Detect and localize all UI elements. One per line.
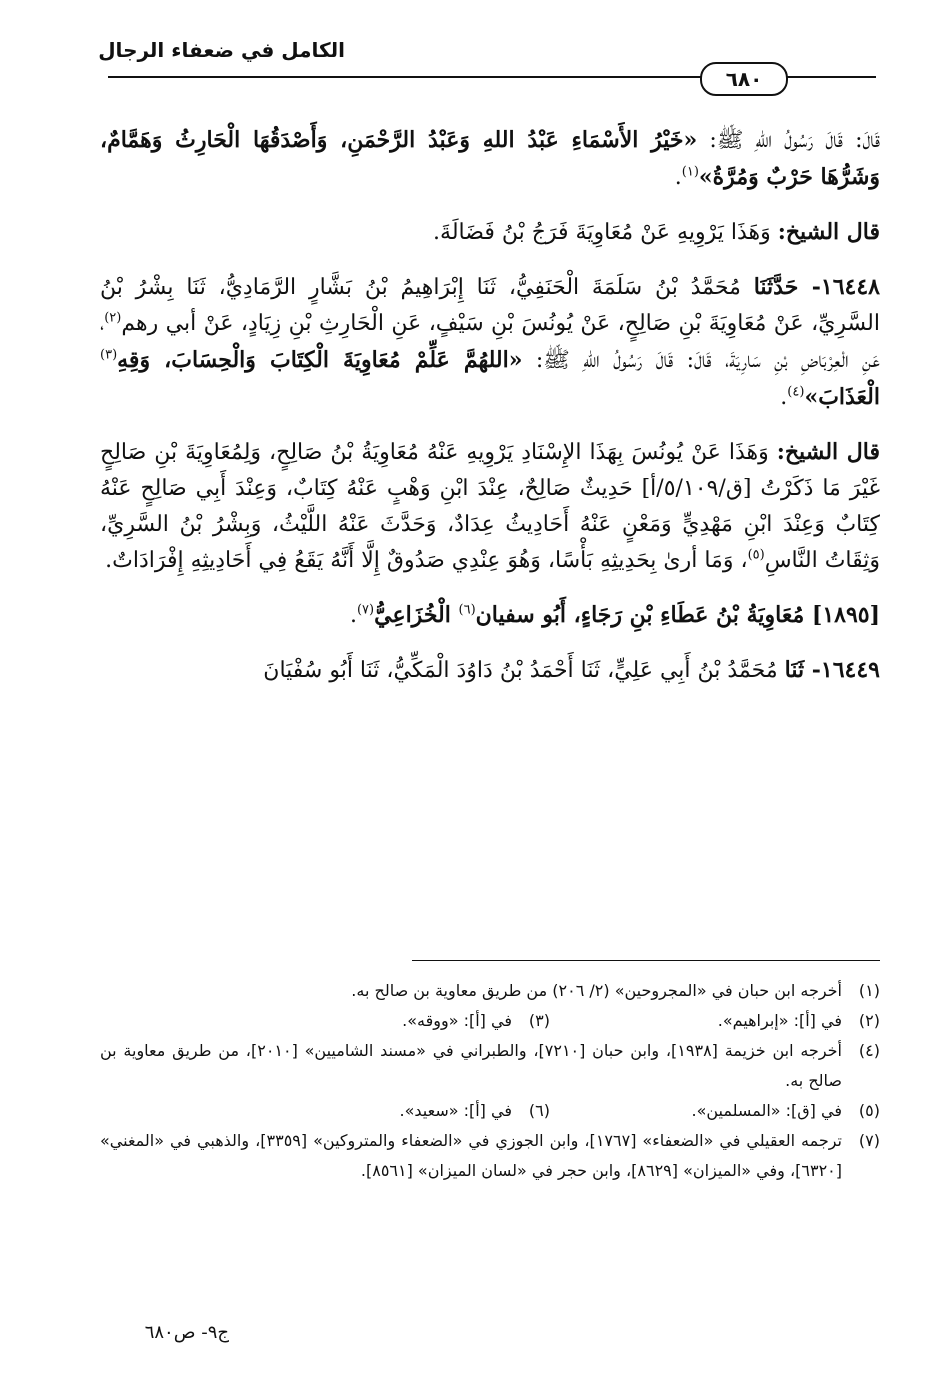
footnote-4 bbox=[100, 1036, 880, 1096]
footnote-text: أخرجه ابن خزيمة [١٩٣٨]، وابن حبان [٧٢١٠]، والطبراني في «مسند الشاميين» [٢٠١٠]، من طريق معاوية بن صالح به. bbox=[100, 1041, 842, 1090]
entry-end: . bbox=[349, 603, 357, 628]
page-number-badge: ٦٨٠ bbox=[700, 62, 788, 96]
p3-end: . bbox=[780, 385, 788, 410]
footnote-ref-4[interactable]: (٤) bbox=[787, 384, 805, 400]
p4-text-2: ، وَمَا أرىٰ بِحَدِيثِهِ بَأْسًا، وَهُوَ عِنْدِي صَدُوقٌ إِلَّا أَنَّهُ يَقَعُ فِي أَحَادِيثِهِ إِفْرَادَاتٌ. bbox=[105, 548, 748, 573]
hadith-number: ١٦٤٤٩- bbox=[804, 657, 880, 683]
p1-lead: قَالَ: قَالَ رَسُولُ اللهِ ﷺ: bbox=[697, 128, 881, 153]
footnote-ref-1[interactable]: (١) bbox=[681, 164, 699, 180]
footnote-number: (٢) bbox=[858, 1011, 880, 1030]
footnote-3 bbox=[220, 1006, 550, 1036]
hadith-16449 bbox=[100, 652, 880, 689]
p4-text-1: وَهَذَا عَنْ يُونُسَ بِهَذَا الإِسْنَادِ يَرْوِيهِ عَنْهُ مُعَاوِيَةُ بْنُ صَالِحٍ، وَلِمُعَاوِيَةَ بْنِ صَالِحٍ غَيْرَ مَا ذَكَرْتُ [ق/٥/١٠٩/أ] حَدِيثٌ صَالِحٌ، عِنْدَ ابْنِ وَهْبٍ عَنْهُ كِتَابٌ، وَعِنْدَ أَبِي صَالِحٍ عَنْهُ كِتَابٌ وَعِنْدَ ابْنِ مَهْدِيٍّ وَمَعْنٍ عَنْهُ أَحَادِيثُ عِدَادٌ، وَحَدَّثَ عَنْهُ اللَّيْثُ، وَبِشْرُ بْنُ السَّرِيِّ، وَثِقَاتُ النَّاسِ bbox=[100, 440, 880, 573]
p3-quote-2: الْعَذَابَ» bbox=[804, 384, 880, 410]
footnote-text: ترجمه العقيلي في «الضعفاء» [١٧٦٧]، وابن الجوزي في «الضعفاء والمتروكين» [٣٣٥٩]، والذهبي في «المغني» [٦٣٢٠]، وفي «الميزان» [٨٦٢٩]، وابن حجر في «لسان الميزان» [٨٥٦١]. bbox=[100, 1131, 843, 1180]
footnote-ref-7[interactable]: (٧) bbox=[356, 602, 375, 618]
footnote-rule bbox=[412, 960, 880, 961]
entry-heading-1895 bbox=[100, 597, 880, 634]
paragraph-2 bbox=[100, 214, 880, 251]
p3-text-2: ، عَنِ الْعِرْبَاضِ بْنِ سَارِيَةَ، قَالَ: قَالَ رَسُولُ اللهِ ﷺ: bbox=[100, 311, 880, 373]
hadith-number: ١٦٤٤٨- bbox=[798, 274, 880, 300]
p2-label: قال الشيخ: bbox=[777, 219, 880, 245]
footnote-text: في [أ]: «ووقه». bbox=[402, 1011, 512, 1030]
footnote-number: (٤) bbox=[858, 1041, 880, 1060]
footnote-7 bbox=[100, 1126, 880, 1186]
footnote-number: (٥) bbox=[858, 1101, 880, 1120]
paragraph-1 bbox=[100, 122, 880, 196]
footnotes bbox=[100, 976, 880, 1186]
footnote-1 bbox=[100, 976, 880, 1006]
footnote-row-5-6 bbox=[100, 1096, 880, 1126]
p2-text: وَهَذَا يَرْوِيهِ عَنْ مُعَاوِيَةَ فَرَجُ بْنُ فَضَالَةَ. bbox=[433, 220, 778, 245]
p1-end: . bbox=[674, 165, 682, 190]
entry-name: مُعَاوِيَةُ بْنُ عَطَاءِ بْنِ رَجَاءٍ، أَبُو سفيان bbox=[475, 602, 805, 628]
hadith-verb: ثَنَا bbox=[784, 657, 805, 683]
p4-label: قال الشيخ: bbox=[776, 439, 880, 465]
footnote-5 bbox=[550, 1096, 880, 1126]
footnote-row-2-3 bbox=[100, 1006, 880, 1036]
p3-quote-1: «اللهُمَّ عَلِّمْ مُعَاوِيَةَ الْكِتَابَ وَالْحِسَابَ، وَقِهِ bbox=[117, 347, 523, 373]
footnote-number: (٧) bbox=[858, 1131, 880, 1150]
footnote-number: (٣) bbox=[528, 1011, 550, 1030]
footnote-text: في [أ]: «سعيد». bbox=[399, 1101, 512, 1120]
footnote-6 bbox=[220, 1096, 550, 1126]
footnote-text: أخرجه ابن حبان في «المجروحين» (٢/ ٢٠٦) من طريق معاوية بن صالح به. bbox=[351, 981, 842, 1000]
running-title: الكامل في ضعفاء الرجال bbox=[98, 38, 345, 62]
volume-page-reference: ج٩- ص٦٨٠ bbox=[144, 1322, 229, 1343]
footnote-ref-3[interactable]: (٣) bbox=[100, 347, 118, 363]
hadith-verb: حَدَّثَنَا bbox=[753, 274, 799, 300]
p5-text: مُحَمَّدُ بْنُ أَبِي عَلِيٍّ، ثَنَا أَحْمَدُ بْنُ دَاوُدَ الْمَكِّيُّ، ثَنَا أَبُو سُفْيَانَ bbox=[263, 658, 785, 683]
main-text bbox=[100, 122, 880, 707]
footnote-ref-6[interactable]: (٦) bbox=[458, 602, 476, 618]
entry-nisba: الْخُزَاعِيُّ bbox=[374, 602, 459, 628]
footnote-number: (١) bbox=[858, 981, 880, 1000]
p3-text-1: مُحَمَّدُ بْنُ سَلَمَةَ الْحَنَفِيُّ، ثَنَا إِبْرَاهِيمُ بْنُ بَشَّارٍ الرَّمَادِيُّ، ثَنَا بِشْرُ بْنُ السَّرِيِّ، عَنْ مُعَاوِيَةَ بْنِ صَالِحٍ، عَنْ يُونُسَ بْنِ سَيْفٍ، عَنِ الْحَارِثِ بْنِ زِيَادٍ، عَنْ أبي رهم bbox=[100, 275, 880, 336]
footnote-ref-2[interactable]: (٢) bbox=[104, 310, 122, 326]
p1-quote: «خَيْرُ الأَسْمَاءِ عَبْدُ اللهِ وَعَبْدُ الرَّحْمَنِ، وَأَصْدَقُهَا الْحَارِثُ وَهَمَّامٌ، وَشَرُّهَا حَرْبٌ وَمُرَّةُ» bbox=[100, 127, 880, 190]
footnote-number: (٦) bbox=[528, 1101, 550, 1120]
hadith-16448 bbox=[100, 269, 880, 416]
footnote-ref-5[interactable]: (٥) bbox=[747, 547, 765, 563]
entry-number: [١٨٩٥] bbox=[804, 602, 880, 628]
footnote-text: في [ق]: «المسلمين». bbox=[691, 1101, 842, 1120]
footnote-text: في [أ]: «إبراهيم». bbox=[717, 1011, 842, 1030]
footnote-2 bbox=[550, 1006, 880, 1036]
paragraph-4 bbox=[100, 434, 880, 579]
